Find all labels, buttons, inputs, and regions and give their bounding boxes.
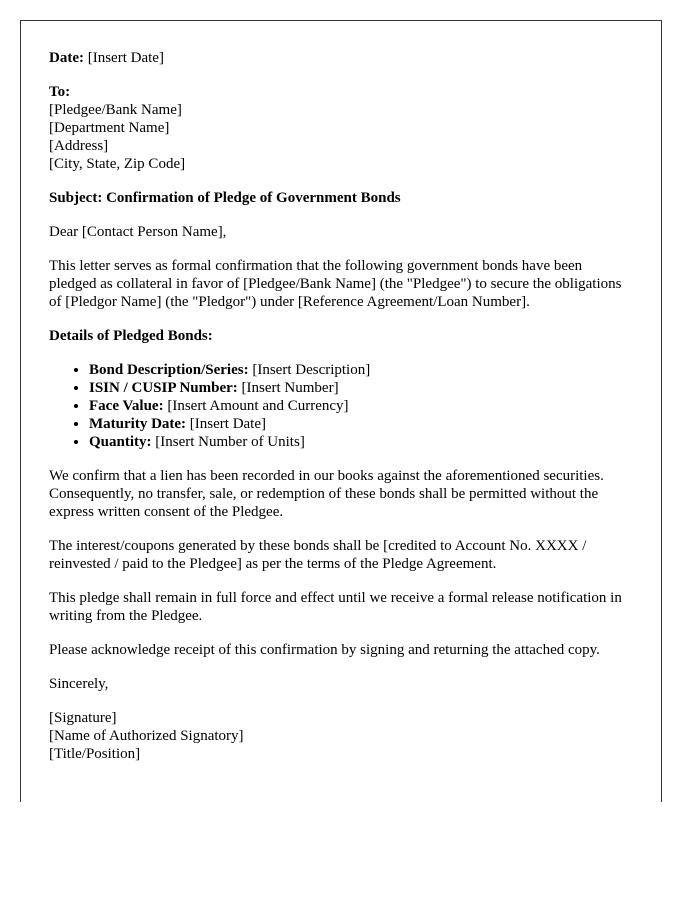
details-heading: Details of Pledged Bonds: [49, 328, 213, 344]
intro-paragraph: This letter serves as formal confirmation that the following government bonds have been pledged as collateral in favor of [Pledgee/Bank Name] (the "Pledgee") to secure the obligations of [Pledgor Name] (the "Pledgor") under [Reference Agreement/Loan Number]. [49, 258, 622, 310]
lien-paragraph: We confirm that a lien has been recorded in our books against the aforementioned securities. Consequently, no transfer, sale, or redemption of these bonds shall be permitted without the express written consent of the Pledgee. [49, 468, 604, 520]
recipient-block: To: [Pledgee/Bank Name] [Department Name] [Address] [City, State, Zip Code] [49, 84, 186, 172]
closing: Sincerely, [49, 676, 109, 692]
list-item: • Face Value: [Insert Amount and Currency] [89, 397, 633, 415]
acknowledge-paragraph: Please acknowledge receipt of this confirmation by signing and returning the attached copy. [49, 642, 600, 658]
details-list [49, 361, 633, 451]
date-line: Date: [Insert Date] [49, 50, 164, 66]
interest-paragraph: The interest/coupons generated by these bonds shall be [credited to Account No. XXXX / reinvested / paid to the Pledgee] as per the terms of the Pledge Agreement. [49, 538, 587, 572]
list-item: • Bond Description/Series: [Insert Description] [89, 361, 633, 379]
subject-line: Subject: Confirmation of Pledge of Government Bonds [49, 190, 401, 206]
list-item: • Quantity: [Insert Number of Units] [89, 433, 633, 451]
list-item: • Maturity Date: [Insert Date] [89, 415, 633, 433]
salutation: Dear [Contact Person Name], [49, 224, 227, 240]
letter-page [20, 20, 662, 802]
duration-paragraph: This pledge shall remain in full force and effect until we receive a formal release notification in writing from the Pledgee. [49, 590, 622, 624]
list-item: • ISIN / CUSIP Number: [Insert Number] [89, 379, 633, 397]
signature-block: [Signature] [Name of Authorized Signatory] [Title/Position] [49, 710, 244, 762]
